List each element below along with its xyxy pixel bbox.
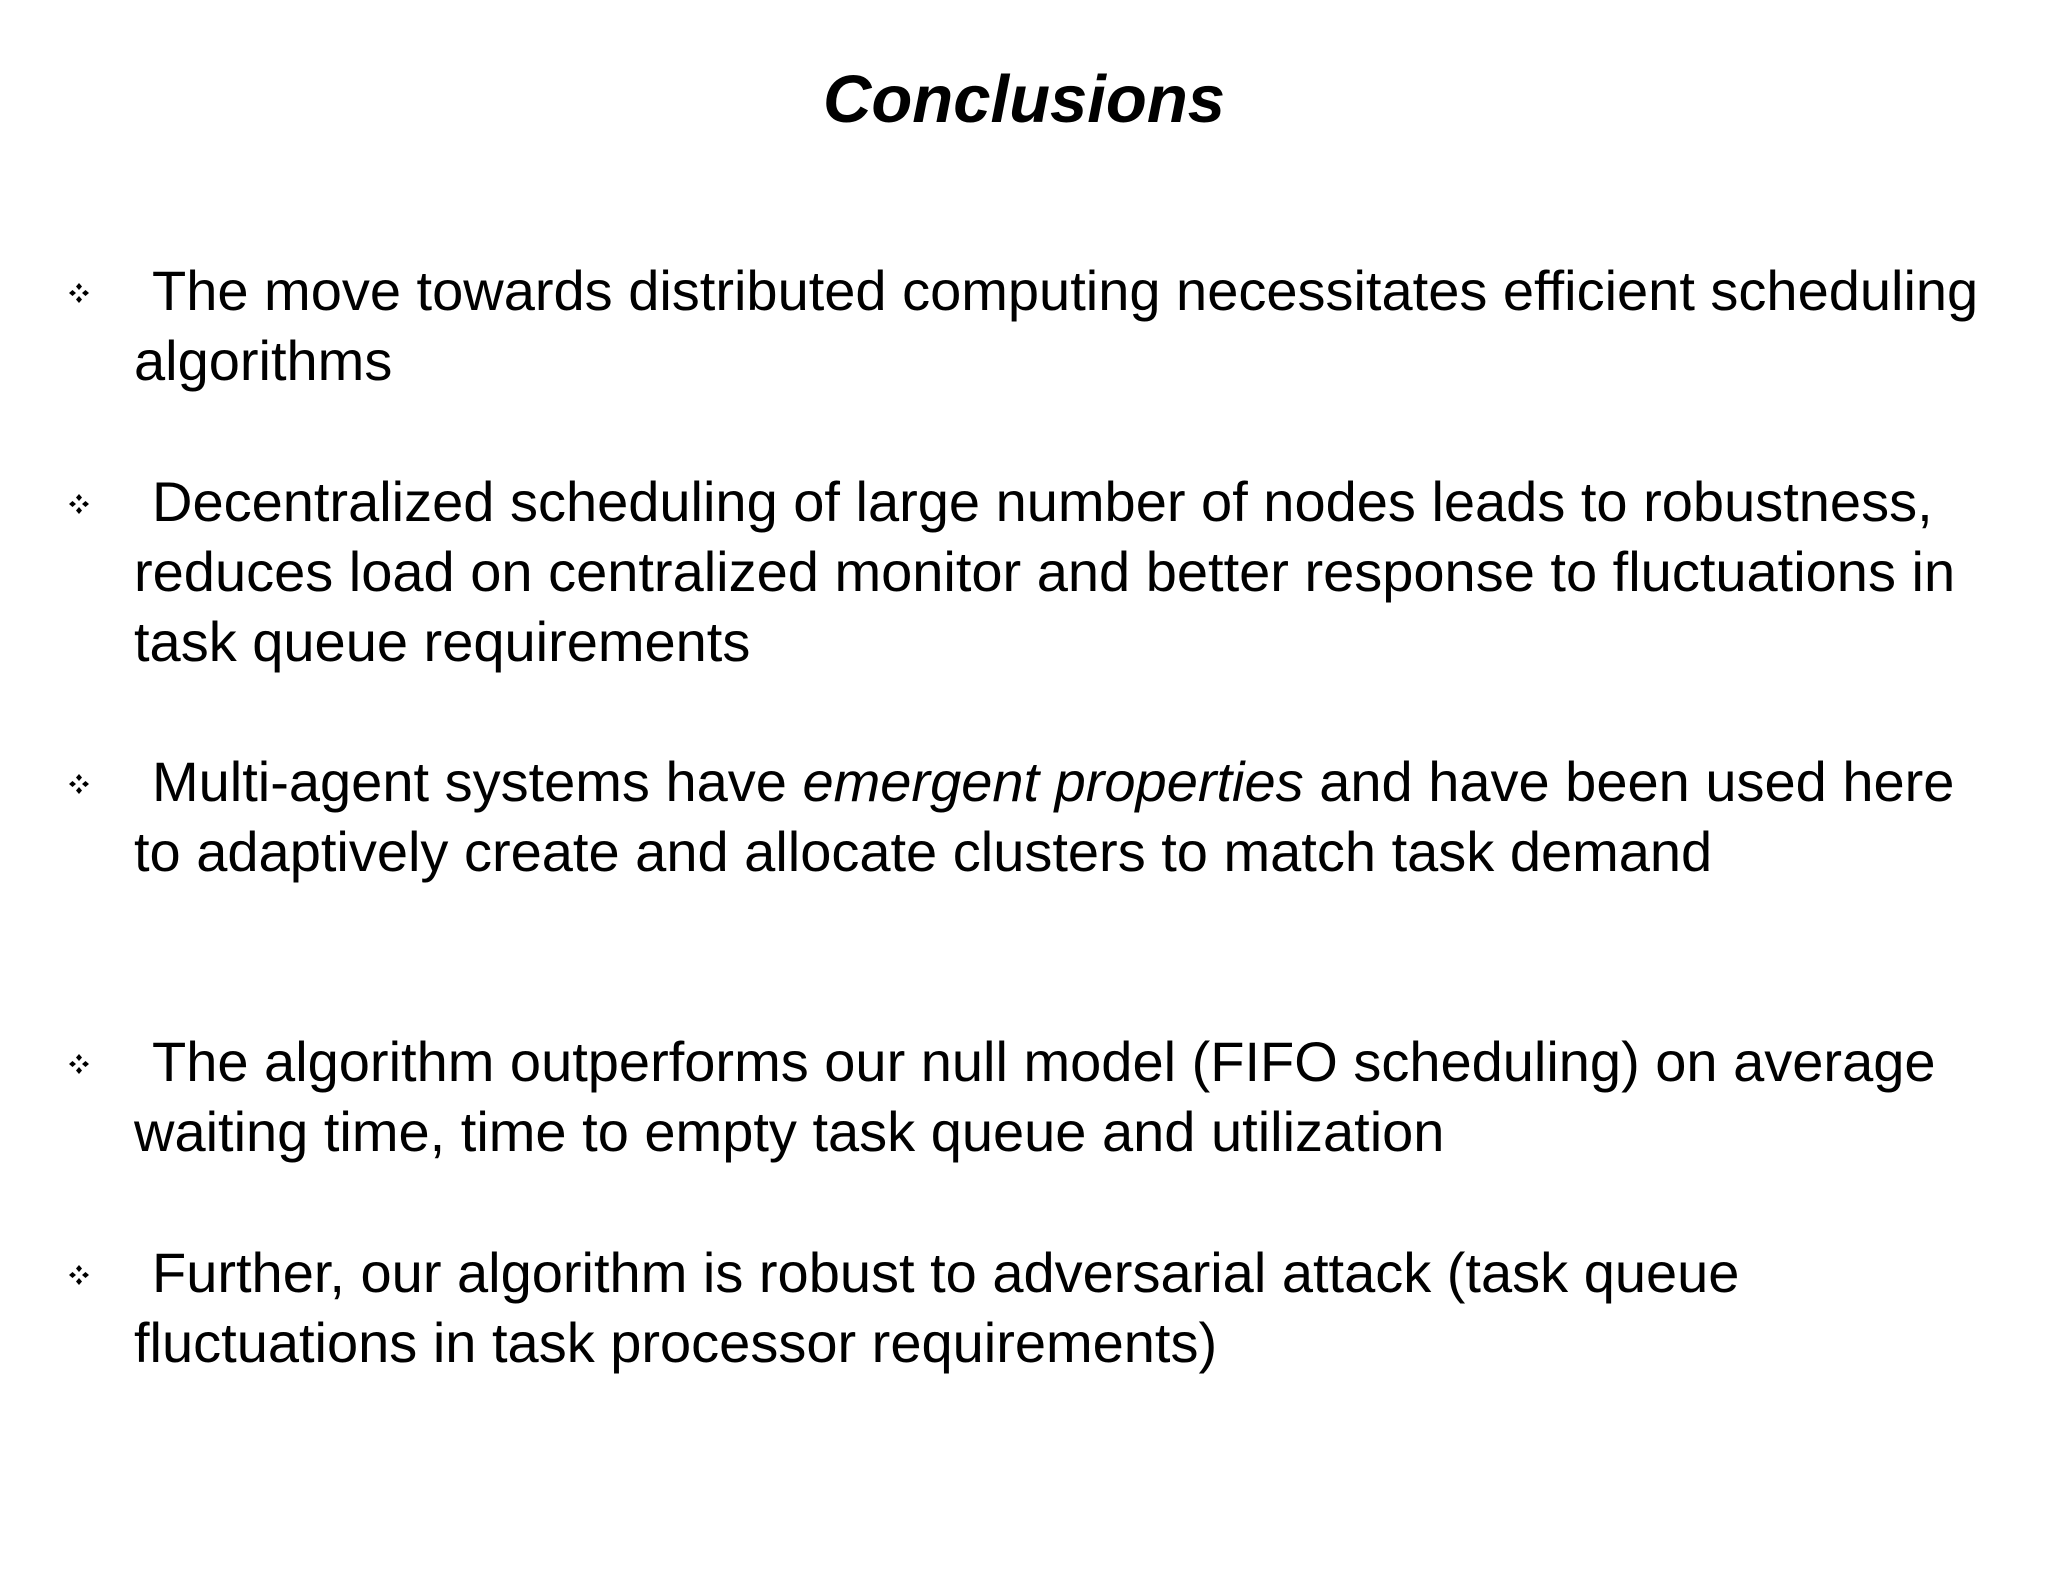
bullet-text-part: and have been used here to adaptively create and allocate clusters to match task demand bbox=[134, 750, 1955, 883]
four-diamond-bullet-icon bbox=[68, 1053, 90, 1075]
four-diamond-bullet-icon bbox=[68, 1264, 90, 1286]
four-diamond-bullet-icon bbox=[68, 773, 90, 795]
bullet-text bbox=[134, 1027, 1994, 1167]
bullet-emphasis: emergent properties bbox=[802, 750, 1304, 813]
four-diamond-bullet-icon bbox=[68, 282, 90, 304]
bullet-text-part: Multi-agent systems have bbox=[152, 750, 803, 813]
four-diamond-bullet-icon bbox=[68, 493, 90, 515]
bullet-text bbox=[134, 467, 1994, 677]
bullet-text-part: Decentralized scheduling of large number of nodes leads to robustness, reduces load on centralized monitor and better response to fluctuations in task queue requirements bbox=[134, 470, 1956, 673]
bullet-text-part: The algorithm outperforms our null model (FIFO scheduling) on average waiting time, time to empty task queue and utilization bbox=[134, 1030, 1936, 1163]
bullet-text-part: The move towards distributed computing necessitates efficient scheduling algorithms bbox=[134, 259, 1979, 392]
bullet-text-part: Further, our algorithm is robust to adversarial attack (task queue fluctuations in task processor requirements) bbox=[134, 1241, 1740, 1374]
bullet-text bbox=[134, 1238, 1994, 1378]
bullet-text bbox=[134, 747, 1994, 887]
bullet-text bbox=[134, 256, 1994, 396]
slide-title: Conclusions bbox=[822, 62, 1226, 137]
